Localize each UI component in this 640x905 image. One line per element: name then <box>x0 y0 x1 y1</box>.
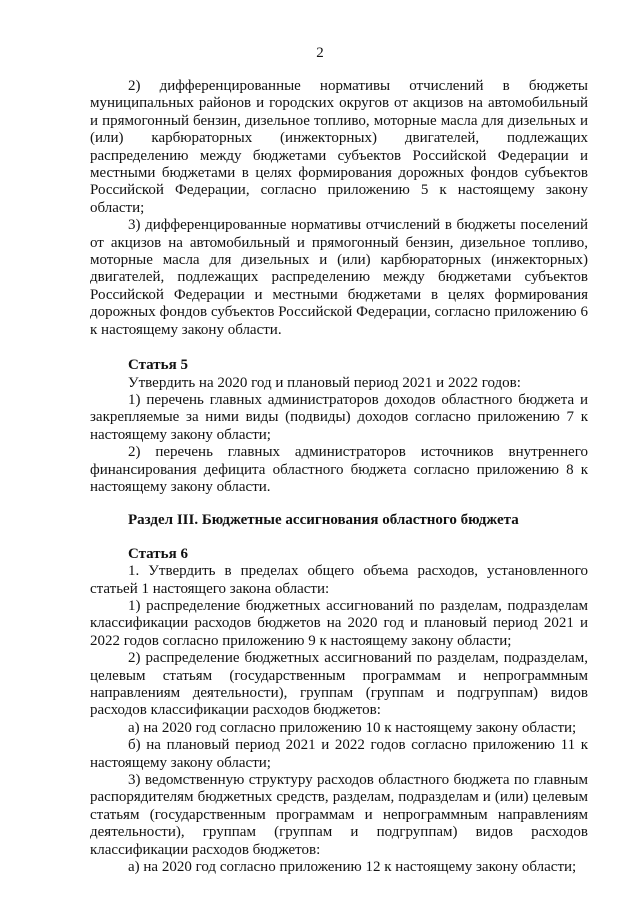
article-6-point-1: 1. Утвердить в пределах общего объема расходов, установленного статьей 1 настоящего закона области: <box>90 563 588 597</box>
article-6-subitem-a-2: а) на 2020 год согласно приложению 12 к настоящему закону области; <box>128 859 577 876</box>
article-6-subitem-b: б) на плановый период 2021 и 2022 годов согласно приложению 11 к настоящему закону области; <box>90 737 588 771</box>
document-body <box>90 78 588 876</box>
paragraph-norms-settlements: 3) дифференцированные нормативы отчислений в бюджеты поселений от акцизов на автомобильный и прямогонный бензин, дизельное топливо, моторные масла для дизельных и (или) карбюраторных (инжекторных) двигателей, подлежащих распределению между бюджетами субъектов Российской Федерации и местными бюджетами в целях формирования дорожных фондов субъектов Российской Федерации, согласно приложению 6 к настоящему закону области. <box>90 217 588 338</box>
paragraph-norms-districts: 2) дифференцированные нормативы отчислений в бюджеты муниципальных районов и городских округов от акцизов на автомобильный и прямогонный бензин, дизельное топливо, моторные масла для дизельных и (или) карбюраторных (инжекторных) двигателей, подлежащих распределению между бюджетами субъектов Российской Федерации и местными бюджетами в целях формирования дорожных фондов субъектов Российской Федерации, согласно приложению 5 к настоящему закону области; <box>90 78 588 216</box>
article-5-intro: Утвердить на 2020 год и плановый период 2021 и 2022 годов: <box>128 374 521 391</box>
spacer <box>90 530 588 546</box>
article-6-item-1: 1) распределение бюджетных ассигнований по разделам, подразделам классификации расходов бюджетов на 2020 год и плановый период 2021 и 2022 годов согласно приложению 9 к настоящему закону области; <box>90 597 588 649</box>
article-6-item-2: 2) распределение бюджетных ассигнований по разделам, подразделам, целевым статьям (государственным программам и непрограммным направлениям деятельности), группам (группам и подгруппам) видов расходов классификации расходов бюджетов: <box>90 650 588 719</box>
article-6-heading: Статья 6 <box>128 545 188 562</box>
page-number: 2 <box>316 45 324 61</box>
spacer <box>90 339 588 357</box>
article-6-item-3: 3) ведомственную структуру расходов областного бюджета по главным распорядителям бюджетных средств, разделам, подразделам и (или) целевым статьям (государственным программам и непрограммным направлениям деятельности), группам (группам и подгруппам) видов расходов классификации расходов бюджетов: <box>90 772 588 858</box>
article-5-item-2: 2) перечень главных администраторов источников внутреннего финансирования дефицита областного бюджета согласно приложению 8 к настоящему закону области. <box>90 444 588 495</box>
article-5-item-1: 1) перечень главных администраторов доходов областного бюджета и закрепляемые за ними виды (подвиды) доходов согласно приложению 7 к настоящему закону области; <box>90 391 588 443</box>
article-6-subitem-a: а) на 2020 год согласно приложению 10 к настоящему закону области; <box>128 719 577 736</box>
section-3-heading: Раздел III. Бюджетные ассигнования областного бюджета <box>128 512 519 529</box>
article-5-heading: Статья 5 <box>128 357 188 374</box>
spacer <box>90 496 588 512</box>
